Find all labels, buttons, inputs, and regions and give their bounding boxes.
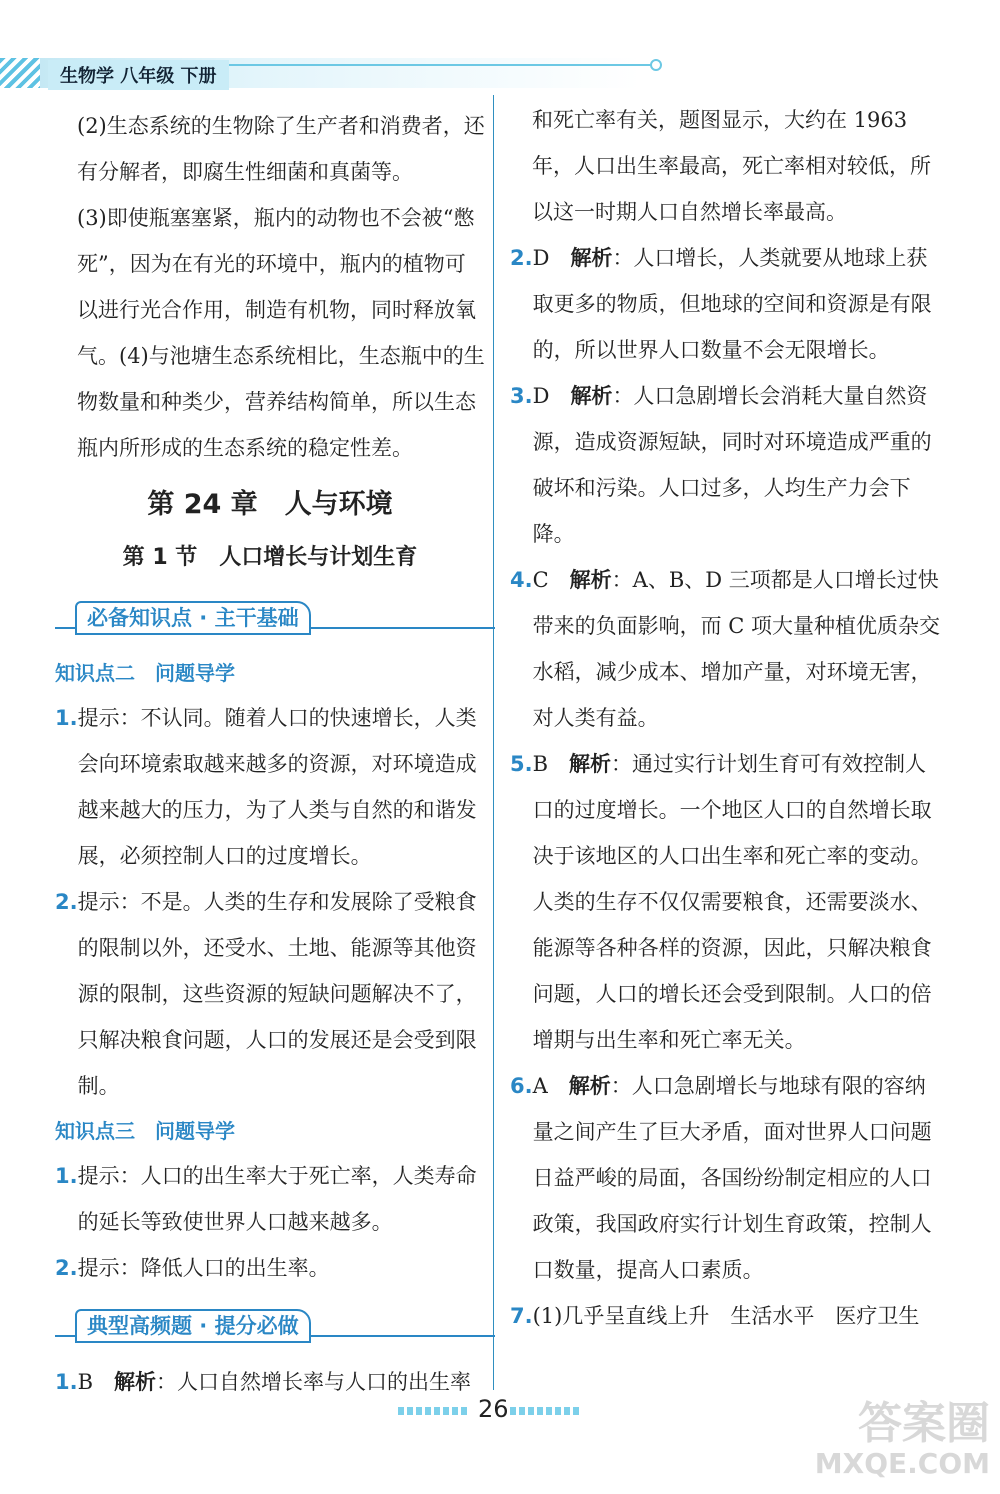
answer-item bbox=[510, 373, 942, 557]
answer-item bbox=[510, 741, 942, 1063]
answer-letter: A bbox=[532, 1074, 548, 1098]
answer-item bbox=[510, 235, 942, 373]
header-title: 生物学 八年级 下册 bbox=[48, 60, 229, 90]
item-text: 提示：降低人口的出生率。 bbox=[77, 1256, 330, 1280]
item-text: (1)几乎呈直线上升 生活水平 医疗卫生 bbox=[532, 1304, 920, 1328]
item-text bbox=[533, 1063, 942, 1293]
watermark-line2: MXQE.COM bbox=[814, 1447, 990, 1480]
item-number: 1. bbox=[55, 706, 78, 730]
footer-decoration-right bbox=[510, 1407, 580, 1415]
right-column bbox=[510, 97, 942, 1339]
knowledge-point-heading: 知识点二 问题导学 bbox=[55, 661, 235, 685]
item-number: 3. bbox=[510, 384, 533, 408]
paragraph: (2)生态系统的生物除了生产者和消费者，还有分解者，即腐生性细菌和真菌等。 bbox=[77, 114, 485, 184]
answer-item bbox=[55, 879, 485, 1109]
analysis-label: 解析 bbox=[569, 751, 612, 776]
footer-decoration-left bbox=[398, 1407, 468, 1415]
watermark-logo bbox=[815, 1400, 990, 1480]
item-number: 6. bbox=[510, 1074, 533, 1098]
answer-item bbox=[510, 1063, 942, 1293]
section-banner-required bbox=[55, 601, 485, 637]
analysis-text: ：人口急剧增长与地球有限的容纳量之间产生了巨大矛盾，面对世界人口问题日益严峻的局面，各国纷纷制定相应的人口政策，我国政府实行计划生育政策，控制人口数量，提高人口素质。 bbox=[532, 1074, 932, 1282]
analysis-label: 解析 bbox=[114, 1369, 157, 1394]
item-text: 提示：不是。人类的生存和发展除了受粮食的限制以外，还受水、土地、能源等其他资源的限制，这些资源的短缺问题解决不了，只解决粮食问题，人口的发展还是会受到限制。 bbox=[77, 890, 477, 1098]
item-text: 提示：不认同。随着人口的快速增长，人类会向环境索取越来越多的资源，对环境造成越来越大的压力，为了人类与自然的和谐发展，必须控制人口的过度增长。 bbox=[77, 706, 477, 868]
header-stripes bbox=[0, 58, 40, 88]
item-text bbox=[533, 557, 942, 741]
item-number: 2. bbox=[510, 246, 533, 270]
answer-item bbox=[55, 1153, 485, 1245]
section-title: 第 1 节 人口增长与计划生育 bbox=[122, 545, 418, 570]
banner-label: 必备知识点 · 主干基础 bbox=[75, 601, 311, 635]
column-divider bbox=[493, 95, 494, 1390]
page-header bbox=[0, 58, 660, 92]
paragraph: (3)即使瓶塞塞紧，瓶内的动物也不会被“憋死”，因为在有光的环境中，瓶内的植物可以进行光合作用，制造有机物，同时释放氧气。(4)与池塘生态系统相比，生态瓶中的生物数量和种类少，营养结构简单，所以生态瓶内所形成的生态系统的稳定性差。 bbox=[77, 206, 485, 460]
item-text bbox=[533, 373, 942, 557]
answer-letter: B bbox=[532, 752, 549, 776]
answer-item bbox=[510, 557, 942, 741]
item-number: 1. bbox=[55, 1164, 78, 1188]
analysis-text: ：人口自然增长率与人口的出生率 bbox=[156, 1370, 472, 1394]
answer-letter: B bbox=[77, 1370, 94, 1394]
item-text: 提示：人口的出生率大于死亡率，人类寿命的延长等致使世界人口越来越多。 bbox=[77, 1164, 477, 1234]
watermark-line1: 答案圈 bbox=[858, 1398, 990, 1449]
item-text bbox=[533, 235, 942, 373]
answer-letter: C bbox=[532, 568, 549, 592]
header-dot-icon bbox=[650, 59, 662, 71]
analysis-text: ：人口急剧增长会消耗大量自然资源，造成资源短缺，同时对环境造成严重的破坏和污染。人口过多，人均生产力会下降。 bbox=[532, 384, 932, 546]
analysis-label: 解析 bbox=[570, 245, 613, 270]
answer-item bbox=[55, 1245, 485, 1291]
analysis-label: 解析 bbox=[569, 567, 612, 592]
analysis-label: 解析 bbox=[568, 1073, 611, 1098]
item-number: 5. bbox=[510, 752, 533, 776]
answer-item bbox=[510, 1293, 942, 1339]
knowledge-point-heading: 知识点三 问题导学 bbox=[55, 1119, 235, 1143]
analysis-label: 解析 bbox=[570, 383, 613, 408]
analysis-text: ：人口增长，人类就要从地球上获取更多的物质，但地球的空间和资源是有限的，所以世界人口数量不会无限增长。 bbox=[532, 246, 932, 362]
item-number: 4. bbox=[510, 568, 533, 592]
page-number: 26 bbox=[478, 1395, 509, 1423]
left-column bbox=[55, 103, 485, 1405]
paragraph: 和死亡率有关，题图显示，大约在 1963 年，人口出生率最高，死亡率相对较低，所以这一时期人口自然增长率最高。 bbox=[532, 108, 931, 224]
item-number: 2. bbox=[55, 1256, 78, 1280]
item-number: 2. bbox=[55, 890, 78, 914]
section-banner-practice bbox=[55, 1309, 485, 1345]
answer-letter: D bbox=[532, 246, 550, 270]
answer-item bbox=[55, 695, 485, 879]
analysis-text: ：通过实行计划生育可有效控制人口的过度增长。一个地区人口的自然增长取决于该地区的人口出生率和死亡率的变动。人类的生存不仅仅需要粮食，还需要淡水、能源等各种各样的资源，因此，只解决粮食问题，人口的增长还会受到限制。人口的倍增期与出生率和死亡率无关。 bbox=[532, 752, 932, 1052]
item-text bbox=[533, 741, 942, 1063]
chapter-title: 第 24 章 人与环境 bbox=[147, 489, 393, 520]
banner-label: 典型高频题 · 提分必做 bbox=[75, 1309, 311, 1343]
item-number: 1. bbox=[55, 1370, 78, 1394]
analysis-text: ：A、B、D 三项都是人口增长过快带来的负面影响，而 C 项大量种植优质杂交水稻，减少成本、增加产量，对环境无害，对人类有益。 bbox=[532, 568, 941, 730]
item-number: 7. bbox=[510, 1304, 533, 1328]
answer-letter: D bbox=[532, 384, 550, 408]
header-line bbox=[225, 64, 653, 66]
